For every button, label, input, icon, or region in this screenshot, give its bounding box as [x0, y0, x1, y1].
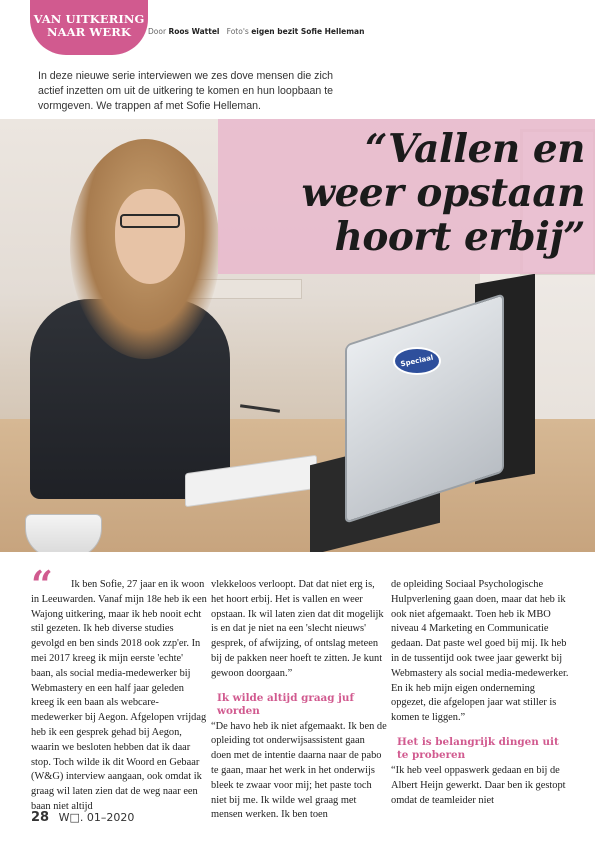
photo-person-face: [115, 189, 185, 284]
subheading: Ik wilde altijd graag juf worden: [217, 691, 354, 717]
byline-fotos-label: Foto's: [226, 27, 249, 36]
page-number: 28: [31, 810, 50, 825]
headline: [240, 127, 585, 259]
photo-mug: [25, 514, 102, 552]
subheading: Het is belangrijk dingen uit te proberen: [397, 735, 559, 761]
drop-quote-mark: “: [31, 562, 53, 607]
byline-door-label: Door: [148, 27, 167, 36]
body-column-1: [31, 578, 207, 815]
photo-sticker-text: Speciaal: [399, 353, 435, 369]
intro-text: In deze nieuwe serie interviewen we zes dove mensen die zich actief inzetten om uit de uitkering te komen en hun loopbaan te vormgeven. We trappen af met Sofie Helleman.: [38, 70, 334, 112]
byline-photo-credit: eigen bezit Sofie Helleman: [251, 27, 365, 36]
body-paragraph: vlekkeloos verloopt. Dat dat niet erg is, het hoort erbij. Het is vallen en weer opstaan. Ik wil laten zien dat dit mogelijk is en dat je niet na een 'slecht nieuws' gesprek, of afwijzing, of ontslag meteen bij de pakken neer hoeft te zitten. Je kunt gewoon doorgaan.”: [211, 579, 384, 679]
headline-line3: hoort erbij”: [334, 214, 585, 260]
body-column-2: [211, 578, 387, 823]
headline-line1: “Vallen en: [364, 126, 585, 172]
issue-label: W□. 01–2020: [58, 811, 135, 824]
body-column-3: [391, 578, 569, 808]
body-paragraph: Ik ben Sofie, 27 jaar en ik woon in Leeuwarden. Vanaf mijn 18e heb ik een Wajong uitkering, maar ik heb nooit echt stil gezeten. Ik heb diverse studies gevolgd en ben sinds 2018 ook zzp'er. In mei 2017 kreeg ik mijn eerste 'echte' baan, als social media-medewerker bij Webmastery en een half jaar geleden kreeg ik een baan als webcare-medewerker bij Aegon. Afgelopen vrijdag heb ik een gesprek gehad bij Aegon, waarin we besloten hebben dat ik daar stop. Toch wilde ik dit Woord en Gebaar (W&G) interview aangaan, ook omdat ik graag wil laten zien dat de weg naar een baan niet altijd: [31, 579, 207, 812]
photo-pen: [240, 404, 280, 413]
body-paragraph: “Ik heb veel oppaswerk gedaan en bij de Albert Heijn gewerkt. Daar ben ik gestopt omdat de teamleider niet: [391, 764, 566, 806]
body-paragraph: de opleiding Sociaal Psychologische Hulpverlening gaan doen, maar dat heb ik ook niet afgemaakt. Toen heb ik MBO niveau 4 Marketing en Communicatie gedaan. Dat paste wel goed bij mij. Ik heb in de tussentijd ook twee jaar gewerkt bij Webmastery als social media-medewerker. En ik heb mijn eigen onderneming opgezet, die afgelopen jaar wat stiller is komen te liggen.”: [391, 579, 569, 724]
headline-line2: weer opstaan: [301, 170, 585, 216]
section-tag: [30, 0, 148, 55]
byline-author: Roos Wattel: [168, 27, 220, 36]
byline: [148, 27, 364, 36]
section-tag-line2: NAAR WERK: [46, 25, 132, 39]
page-footer: [31, 810, 134, 825]
photo-glasses: [120, 214, 180, 228]
section-tag-line1: VAN UITKERING: [33, 12, 145, 26]
photo-sticker: [393, 347, 441, 375]
body-paragraph: “De havo heb ik niet afgemaakt. Ik ben de opleiding tot onderwijsassistent gaan doen met de intentie daarna naar de pabo te gaan, maar het werk in het onderwijs bleek te zwaar voor mij; het paste toch niet bij me. Ik wilde wel graag met mensen werken. Ik ben toen: [211, 720, 387, 821]
